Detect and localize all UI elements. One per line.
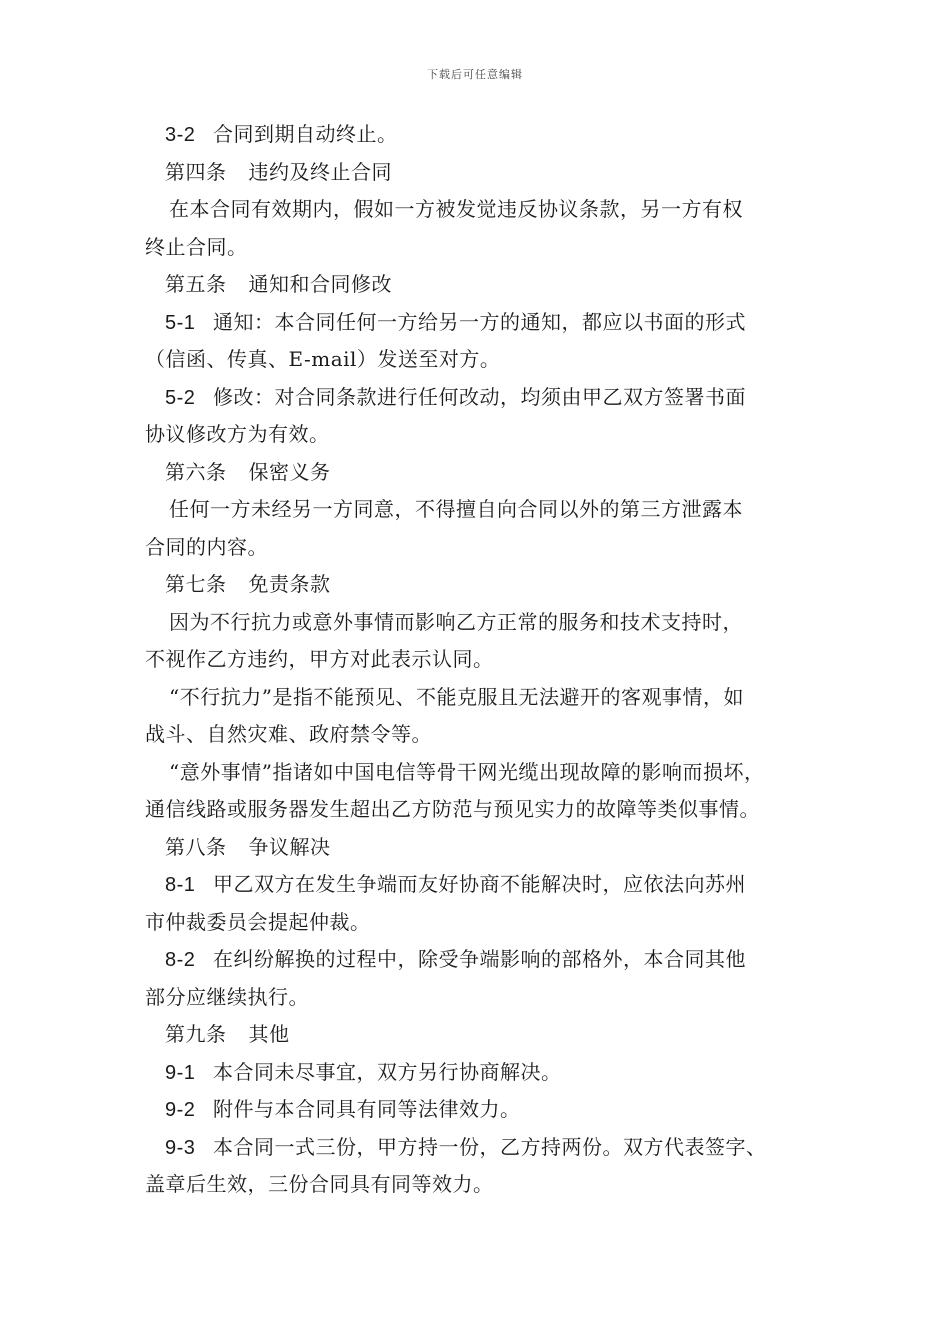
article-9-heading: [145, 1016, 825, 1054]
clause-number: 9-3: [165, 1136, 196, 1159]
clause-9-2: [145, 1091, 825, 1129]
clause-text: 市仲裁委员会提起仲裁。: [145, 909, 371, 934]
article-label: 第九条: [165, 1022, 227, 1046]
clause-3-2: [145, 116, 825, 154]
article-7-text-line-1: [145, 604, 825, 642]
clause-8-2-continued: [145, 979, 825, 1017]
article-title: 其他: [248, 1022, 290, 1046]
article-5-heading: [145, 266, 825, 304]
clause-text: 本合同一式三份，甲方持一份，乙方持两份。双方代表签字、: [213, 1134, 767, 1159]
clause-9-3: [145, 1129, 825, 1167]
clause-5-2: [145, 379, 825, 417]
paragraph-text: 因为不行抗力或意外事情而影响乙方正常的服务和技术支持时，: [169, 609, 743, 634]
article-8-heading: [145, 829, 825, 867]
clause-number: 3-2: [165, 124, 196, 146]
accident-definition-line-1: [145, 754, 825, 792]
article-title: 免责条款: [248, 572, 331, 596]
article-title: 违约及终止合同: [248, 159, 392, 184]
article-7-heading: [145, 566, 825, 604]
clause-text: 协议修改方为有效。: [145, 422, 330, 446]
article-title: 保密义务: [248, 459, 331, 484]
article-title: 通知和合同修改: [248, 272, 392, 296]
clause-5-1: [145, 304, 825, 342]
article-6-heading: [145, 454, 825, 492]
paragraph-text: 终止合同。: [145, 234, 248, 259]
clause-8-1: [145, 866, 825, 904]
paragraph-text: 在本合同有效期内，假如一方被发觉违反协议条款，另一方有权: [169, 197, 743, 221]
article-7-text-line-2: [145, 641, 825, 679]
paragraph-text: 不视作乙方违约，甲方对此表示认同。: [145, 647, 494, 671]
accident-definition-line-2: [145, 791, 825, 829]
article-label: 第六条: [165, 459, 227, 484]
article-label: 第五条: [165, 272, 227, 296]
clause-text: 附件与本合同具有同等法律效力。: [213, 1097, 521, 1121]
article-6-text-line-1: [145, 491, 825, 529]
clause-text: 在纠纷解换的过程中，除受争端影响的部格外，本合同其他: [213, 947, 746, 971]
clause-9-1: [145, 1054, 825, 1092]
header-note: 下载后可任意编辑: [427, 68, 523, 81]
article-label: 第七条: [165, 572, 227, 596]
contract-body: [145, 116, 825, 1204]
clause-number: 9-2: [165, 1099, 196, 1121]
article-6-text-line-2: [145, 529, 825, 567]
clause-5-1-continued: [145, 341, 825, 379]
paragraph-text: “意外事情”指诸如中国电信等骨干网光缆出现故障的影响而损坏，: [169, 759, 765, 784]
clause-9-3-continued: [145, 1166, 825, 1204]
clause-8-2: [145, 941, 825, 979]
paragraph-text: 战斗、自然灾难、政府禁令等。: [145, 722, 432, 746]
clause-text: 甲乙双方在发生争端而友好协商不能解决时，应依法向苏州: [213, 872, 746, 896]
paragraph-text: 通信线路或服务器发生超出乙方防范与预见实力的故障等类似事情。: [145, 797, 760, 821]
article-label: 第四条: [165, 159, 227, 184]
clause-8-1-continued: [145, 904, 825, 942]
paragraph-text: “不行抗力”是指不能预见、不能克服且无法避开的客观事情，如: [169, 684, 744, 709]
clause-number: 8-1: [165, 874, 196, 896]
article-label: 第八条: [165, 834, 227, 859]
clause-text: （信函、传真、E-mail）发送至对方。: [145, 347, 501, 371]
force-majeure-definition-line-2: [145, 716, 825, 754]
article-4-heading: [145, 154, 825, 192]
clause-number: 9-1: [165, 1061, 196, 1084]
article-4-text-line-1: [145, 191, 825, 229]
force-majeure-definition-line-1: [145, 679, 825, 717]
clause-text: 部分应继续执行。: [145, 984, 309, 1009]
clause-text: 合同到期自动终止。: [213, 122, 398, 146]
article-4-text-line-2: [145, 229, 825, 267]
clause-text: 修改：对合同条款进行任何改动，均须由甲乙双方签署书面: [213, 384, 746, 409]
paragraph-text: 任何一方未经另一方同意，不得擅自向合同以外的第三方泄露本: [169, 497, 743, 521]
clause-text: 本合同未尽事宜，双方另行协商解决。: [213, 1059, 562, 1084]
paragraph-text: 合同的内容。: [145, 534, 268, 559]
clause-number: 8-2: [165, 949, 196, 971]
clause-text: 盖章后生效，三份合同具有同等效力。: [145, 1172, 494, 1196]
article-title: 争议解决: [248, 834, 331, 859]
clause-text: 通知：本合同任何一方给另一方的通知，都应以书面的形式: [213, 309, 746, 334]
clause-number: 5-1: [165, 311, 196, 334]
clause-number: 5-2: [165, 386, 196, 409]
clause-5-2-continued: [145, 416, 825, 454]
